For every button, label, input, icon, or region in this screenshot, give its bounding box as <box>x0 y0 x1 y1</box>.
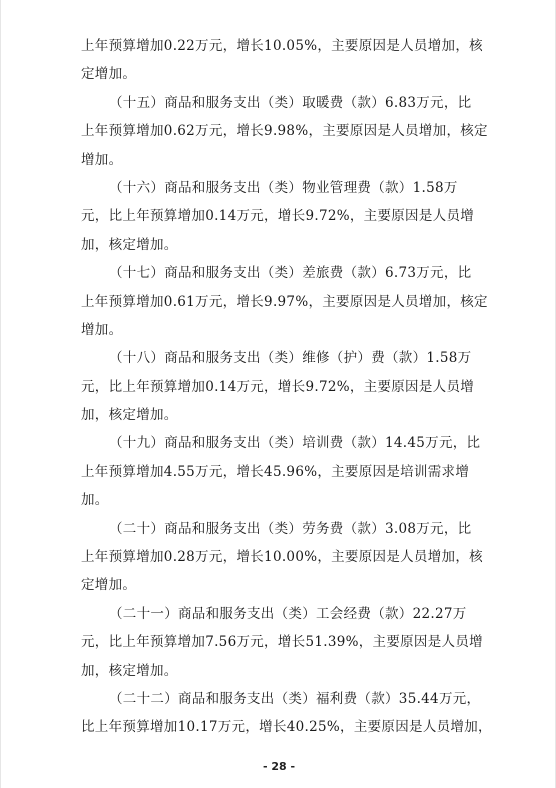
paragraph-first-line: （十七）商品和服务支出（类）差旅费（款）6.73万元，比 <box>109 265 472 282</box>
body-text <box>81 32 492 742</box>
text-line: 定增加。 <box>81 577 137 594</box>
paragraph-first-line: （二十一）商品和服务支出（类）工会经费（款）22.27万 <box>109 605 467 622</box>
text-line: 上年预算增加0.28万元，增长10.00%，主要原因是人员增加，核 <box>81 549 483 566</box>
text-line: 加。 <box>81 492 109 509</box>
paragraph-first-line: （十六）商品和服务支出（类）物业管理费（款）1.58万 <box>109 179 458 196</box>
text-line: 上年预算增加0.62万元，增长9.98%，主要原因是人员增加，核定 <box>81 123 488 140</box>
text-line: 增加。 <box>81 151 123 168</box>
text-line: 上年预算增加0.22万元，增长10.05%，主要原因是人员增加，核 <box>81 38 483 54</box>
text-line: 比上年预算增加10.17万元，增长40.25%，主要原因是人员增加， <box>81 719 492 736</box>
paragraph-first-line: （十九）商品和服务支出（类）培训费（款）14.45万元，比 <box>109 435 481 452</box>
page-number: - 28 - <box>262 760 296 773</box>
text-line: 元，比上年预算增加7.56万元，增长51.39%，主要原因是人员增 <box>81 634 483 651</box>
text-line: 增加。 <box>81 321 123 338</box>
text-line: 元，比上年预算增加0.14万元，增长9.72%，主要原因是人员增 <box>81 378 475 395</box>
paragraph-first-line: （十八）商品和服务支出（类）维修（护）费（款）1.58万 <box>109 350 472 367</box>
text-line: 上年预算增加0.61万元，增长9.97%，主要原因是人员增加，核定 <box>81 293 488 310</box>
paragraph-first-line: （二十二）商品和服务支出（类）福利费（款）35.44万元， <box>109 690 481 707</box>
paragraph-first-line: （二十）商品和服务支出（类）劳务费（款）3.08万元，比 <box>109 520 472 537</box>
text-line: 定增加。 <box>81 66 137 83</box>
text-line: 元，比上年预算增加0.14万元，增长9.72%，主要原因是人员增 <box>81 208 475 225</box>
text-line: 加，核定增加。 <box>81 236 178 253</box>
text-line: 加，核定增加。 <box>81 662 178 679</box>
paragraph-first-line: （十五）商品和服务支出（类）取暖费（款）6.83万元，比 <box>109 94 472 111</box>
text-line: 上年预算增加4.55万元，增长45.96%，主要原因是培训需求增 <box>81 463 470 480</box>
text-line: 加，核定增加。 <box>81 407 178 424</box>
